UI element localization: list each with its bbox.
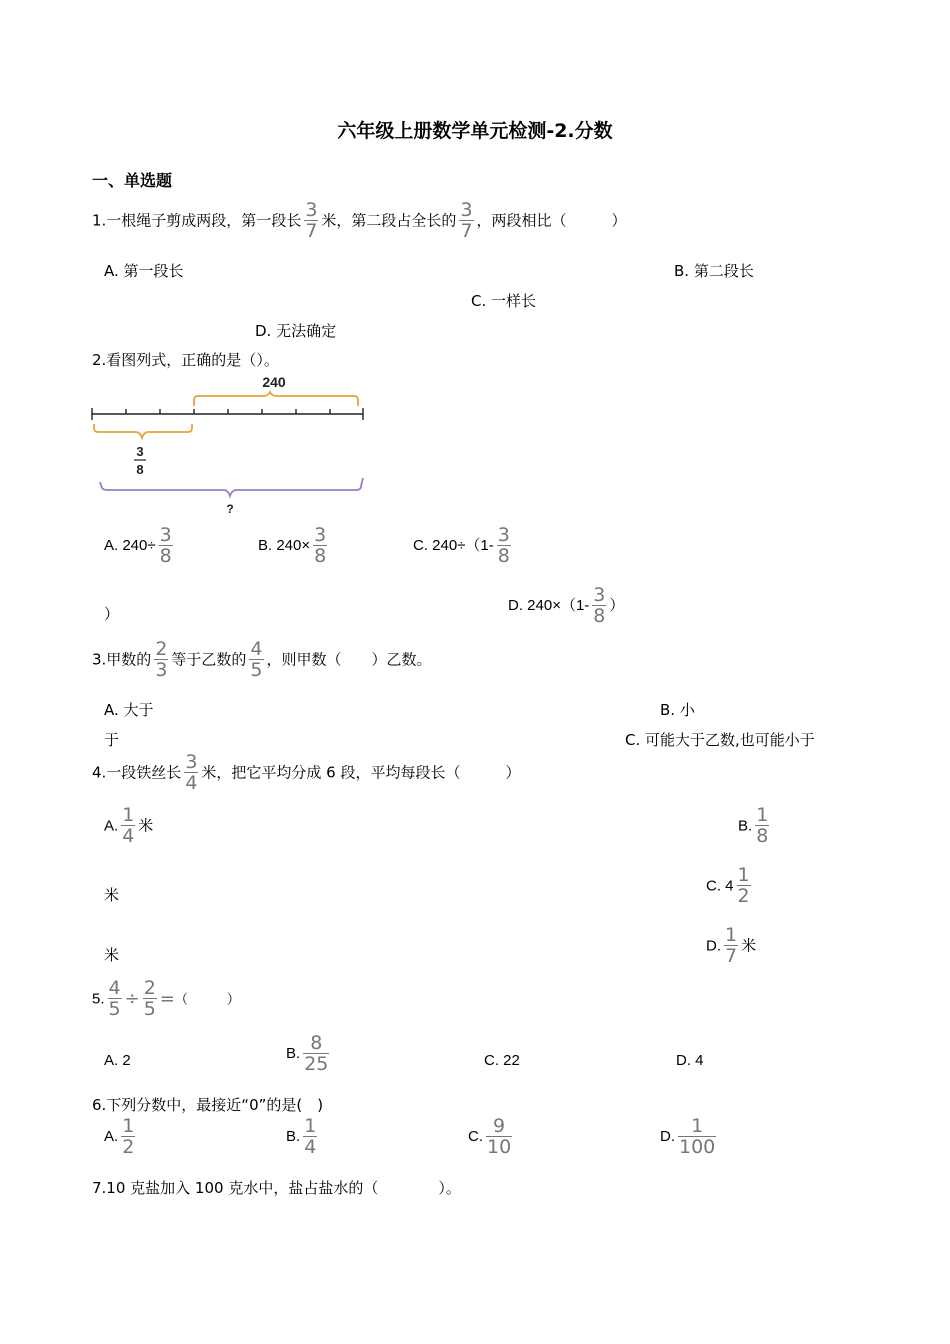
fraction: $\frac{3}{4}$ (185, 751, 198, 794)
fraction: $\frac{1}{8}$ (756, 804, 769, 847)
brace-frac-num: 3 (136, 444, 144, 459)
q5-option-d[interactable]: D. 4 (676, 1052, 704, 1069)
q3-option-b-tail: 于 (104, 731, 120, 749)
q1-text: 1.一根绳子剪成两段，第一段长 (92, 211, 302, 230)
line-segment-diagram (88, 372, 370, 520)
fraction: $\frac{3}{8}$ (314, 524, 327, 567)
q2-option-d[interactable]: D. 240×（1- $\frac{3}{8}$ ） (508, 584, 625, 627)
fraction: $\frac{1}{4}$ (122, 804, 135, 847)
question-1: 1.一根绳子剪成两段，第一段长 $\frac{3}{7}$ 米，第二段占全长的 $\frac{3}{7}$ ，两段相比（ ） (92, 199, 627, 242)
fraction: $\frac{1}{7}$ (725, 924, 738, 967)
fraction: $\frac{3}{8}$ (159, 524, 172, 567)
q2-option-c-close: ） (104, 606, 120, 623)
question-5: 5. $\frac{4}{5}$ ÷ $\frac{2}{5}$ =（ ） (92, 977, 240, 1020)
total-brace (100, 478, 363, 496)
question-label: ? (226, 502, 234, 516)
q5-option-c[interactable]: C. 22 (484, 1052, 520, 1069)
fraction: $\frac{1}{4}$ (304, 1115, 317, 1158)
page-title: 六年级上册数学单元检测-2.分数 (337, 120, 613, 142)
top-brace (194, 392, 358, 406)
q4-option-b[interactable]: B. $\frac{1}{8}$ (738, 804, 769, 847)
q5-option-b[interactable]: B. $\frac{8}{25}$ (286, 1032, 329, 1075)
fraction: $\frac{1}{2}$ (737, 864, 750, 907)
fraction: $\frac{1}{100}$ (679, 1115, 716, 1158)
q4-option-b-unit: 米 (104, 886, 120, 904)
fraction: $\frac{2}{3}$ (155, 638, 168, 681)
fraction: $\frac{3}{8}$ (497, 524, 510, 567)
top-label: 240 (262, 374, 286, 390)
fraction: $\frac{8}{25}$ (304, 1032, 329, 1075)
q2-option-c[interactable]: C. 240÷（1- $\frac{3}{8}$ (413, 524, 510, 567)
q1-option-a[interactable]: A. 第一段长 (104, 262, 184, 280)
question-4: 4.一段铁丝长 $\frac{3}{4}$ 米，把它平均分成 6 段，平均每段长（ ） (92, 751, 521, 794)
fraction: $\frac{3}{8}$ (593, 584, 606, 627)
question-6: 6.下列分数中，最接近“0”的是( ) (92, 1096, 324, 1114)
equals-sign: = (159, 988, 175, 1010)
question-2: 2.看图列式，正确的是（）。 (92, 351, 279, 369)
section-title: 一、单选题 (92, 171, 173, 190)
bottom-brace (94, 424, 192, 438)
fraction: $\frac{3}{7}$ (460, 199, 473, 242)
q6-option-a[interactable]: A. $\frac{1}{2}$ (104, 1115, 135, 1158)
question-7: 7.10 克盐加入 100 克水中，盐占盐水的（ ）。 (92, 1179, 461, 1197)
q4-option-a[interactable]: A. $\frac{1}{4}$ 米 (104, 804, 154, 847)
q6-option-c[interactable]: C. $\frac{9}{10}$ (468, 1115, 512, 1158)
fraction: $\frac{1}{2}$ (122, 1115, 135, 1158)
q6-option-d[interactable]: D. $\frac{1}{100}$ (660, 1115, 716, 1158)
q1-option-c[interactable]: C. 一样长 (471, 292, 537, 310)
q1-option-b[interactable]: B. 第二段长 (674, 262, 754, 280)
q3-option-b[interactable]: B. 小 (660, 701, 695, 719)
q2-option-b[interactable]: B. 240× $\frac{3}{8}$ (258, 524, 327, 567)
divide-sign: ÷ (124, 988, 140, 1010)
fraction: $\frac{9}{10}$ (487, 1115, 512, 1158)
q3-option-c[interactable]: C. 可能大于乙数,也可能小于 (625, 731, 815, 749)
q5-option-a[interactable]: A. 2 (104, 1052, 131, 1069)
brace-frac-den: 8 (136, 462, 144, 477)
fraction: $\frac{4}{5}$ (250, 638, 263, 681)
q1-option-d[interactable]: D. 无法确定 (255, 322, 337, 340)
q3-option-a[interactable]: A. 大于 (104, 701, 154, 719)
fraction: $\frac{2}{5}$ (143, 977, 156, 1020)
q4-option-c[interactable]: C. 4 $\frac{1}{2}$ (706, 864, 750, 907)
fraction: $\frac{4}{5}$ (108, 977, 121, 1020)
q4-option-d[interactable]: D. $\frac{1}{7}$ 米 (706, 924, 757, 967)
q4-option-c-unit: 米 (104, 946, 120, 964)
question-3: 3.甲数的 $\frac{2}{3}$ 等于乙数的 $\frac{4}{5}$ ，则甲数（ ）乙数。 (92, 638, 432, 681)
q6-option-b[interactable]: B. $\frac{1}{4}$ (286, 1115, 317, 1158)
fraction: $\frac{3}{7}$ (305, 199, 318, 242)
q2-option-a[interactable]: A. 240÷ $\frac{3}{8}$ (104, 524, 172, 567)
